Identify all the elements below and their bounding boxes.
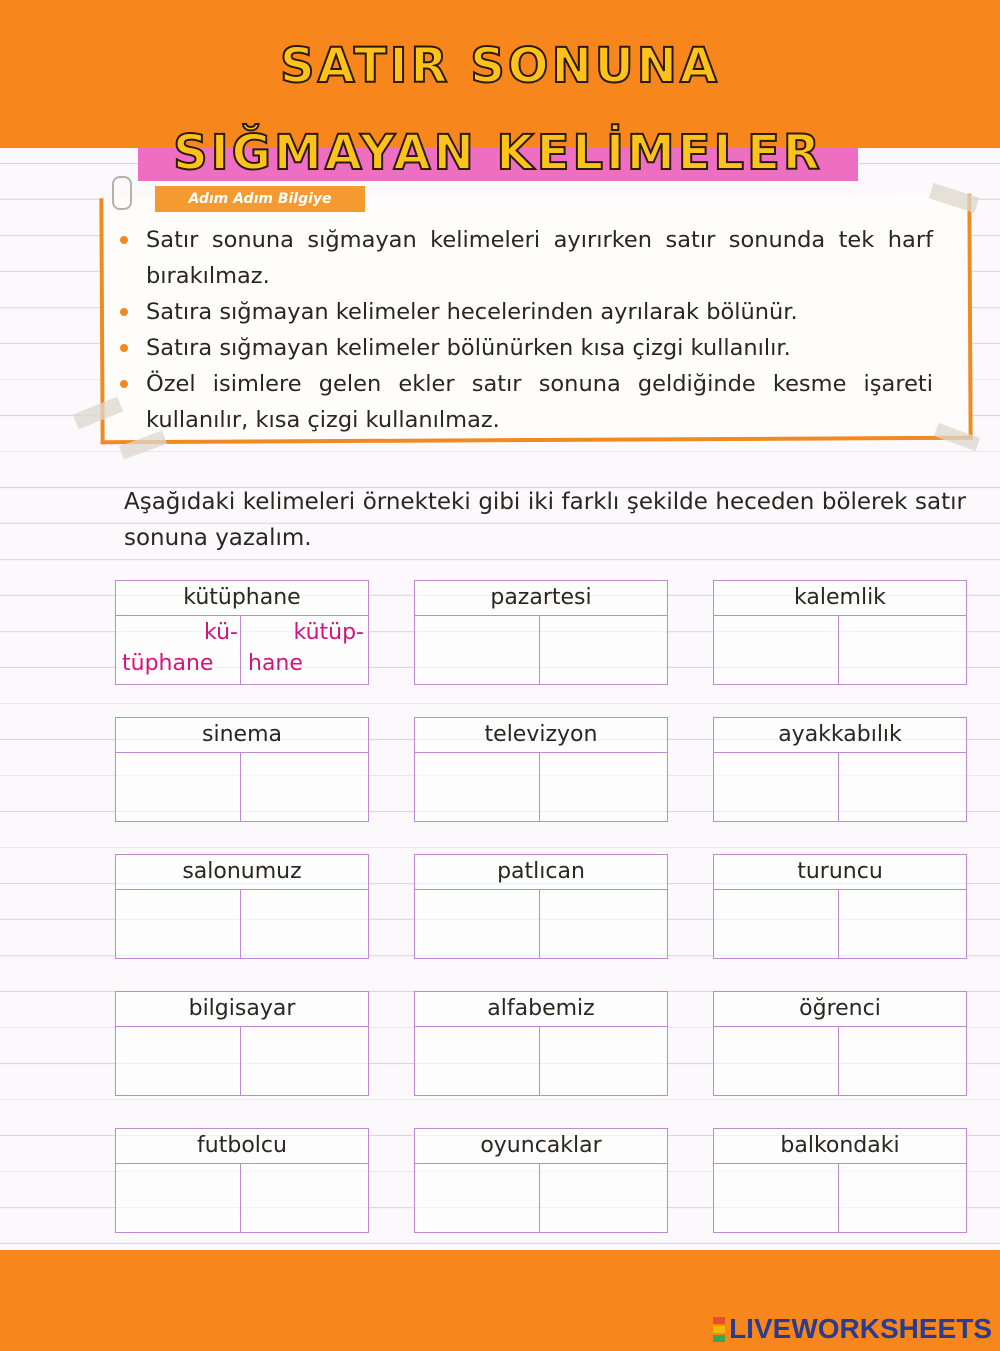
answer-field-2[interactable] [842, 617, 964, 684]
example-answer-right-line1: kütüp- [293, 620, 364, 645]
answer-divider [539, 890, 540, 958]
info-bullet: Özel isimlere gelen ekler satır sonuna geldiğinde kesme işareti kullanılır, kısa çizgi kullanılmaz. [118, 366, 933, 438]
word-label: öğrenci [714, 992, 966, 1027]
answer-divider [539, 1164, 540, 1232]
liveworksheets-watermark [713, 1312, 992, 1346]
word-label: salonumuz [116, 855, 368, 890]
word-card [414, 1128, 668, 1233]
answer-field-2[interactable] [543, 1165, 665, 1232]
liveworksheets-logo-icon [713, 1316, 725, 1343]
answer-field-2[interactable] [842, 754, 964, 821]
word-label: kalemlik [714, 581, 966, 616]
answer-field-2[interactable] [244, 754, 366, 821]
answer-field-2[interactable] [842, 891, 964, 958]
title-line-1: SATIR SONUNA [279, 38, 721, 94]
answer-field-2[interactable] [543, 1028, 665, 1095]
answer-divider [240, 616, 241, 684]
answer-field-1[interactable] [716, 617, 838, 684]
answer-field-2[interactable] [244, 1028, 366, 1095]
answer-field-1[interactable] [716, 1165, 838, 1232]
word-label: turuncu [714, 855, 966, 890]
info-bullet-list [118, 222, 933, 438]
answer-field-1[interactable] [417, 754, 539, 821]
word-card [414, 580, 668, 685]
logo-bar [713, 1326, 725, 1333]
logo-bar [713, 1317, 725, 1324]
answer-field-1[interactable] [118, 891, 240, 958]
answer-field-1[interactable] [118, 617, 240, 684]
logo-bar [713, 1335, 725, 1342]
answer-field-1[interactable] [716, 891, 838, 958]
answer-field-1[interactable] [417, 1028, 539, 1095]
answer-field-2[interactable] [842, 1165, 964, 1232]
answer-field-1[interactable] [716, 1028, 838, 1095]
word-card [115, 717, 369, 822]
answer-field-2[interactable] [842, 1028, 964, 1095]
word-label: balkondaki [714, 1129, 966, 1164]
word-card [713, 580, 967, 685]
word-card-kutuphane [115, 580, 369, 685]
word-label: pazartesi [415, 581, 667, 616]
answer-divider [838, 753, 839, 821]
word-label: sinema [116, 718, 368, 753]
answer-divider [838, 890, 839, 958]
word-card [713, 854, 967, 959]
info-bullet: Satıra sığmayan kelimeler hecelerinden ayrılarak bölünür. [118, 294, 933, 330]
answer-divider [539, 753, 540, 821]
example-answer-right-line2: hane [248, 651, 303, 676]
answer-field-1[interactable] [417, 891, 539, 958]
answer-divider [838, 1164, 839, 1232]
answer-field-2[interactable] [244, 891, 366, 958]
answer-divider [240, 1164, 241, 1232]
answer-field-1[interactable] [118, 1165, 240, 1232]
info-bullet: Satır sonuna sığmayan kelimeleri ayırırken satır sonunda tek harf bırakılmaz. [118, 222, 933, 294]
answer-field-1[interactable] [417, 1165, 539, 1232]
word-card [115, 991, 369, 1096]
answer-divider [539, 1027, 540, 1095]
example-answer-left-line1: kü- [204, 620, 238, 645]
answer-field-2[interactable] [543, 891, 665, 958]
title-line-2: SIĞMAYAN KELİMELER [173, 125, 823, 181]
word-card [115, 1128, 369, 1233]
title-line-2-wrap [138, 125, 858, 181]
answer-field-1[interactable] [118, 754, 240, 821]
word-label: patlıcan [415, 855, 667, 890]
answer-field-2[interactable] [244, 1165, 366, 1232]
word-label: futbolcu [116, 1129, 368, 1164]
word-card [713, 717, 967, 822]
answer-field-1[interactable] [716, 754, 838, 821]
word-label: bilgisayar [116, 992, 368, 1027]
answer-divider [240, 1027, 241, 1095]
word-card [414, 991, 668, 1096]
answer-field-2[interactable] [543, 754, 665, 821]
word-label: alfabemiz [415, 992, 667, 1027]
answer-divider [838, 1027, 839, 1095]
info-tab-label: Adım Adım Bilgiye [155, 186, 365, 212]
word-label: kütüphane [116, 581, 368, 616]
answer-field-2[interactable] [244, 617, 366, 684]
word-card [414, 717, 668, 822]
word-card [414, 854, 668, 959]
answer-field-1[interactable] [118, 1028, 240, 1095]
answer-field-1[interactable] [417, 617, 539, 684]
exercise-instruction: Aşağıdaki kelimeleri örnekteki gibi iki farklı şekilde heceden bölerek satır sonuna yazalım. [124, 489, 966, 551]
answer-field-2[interactable] [543, 617, 665, 684]
answer-divider [240, 753, 241, 821]
word-label: oyuncaklar [415, 1129, 667, 1164]
word-card [713, 1128, 967, 1233]
answer-divider [240, 890, 241, 958]
word-card [713, 991, 967, 1096]
answer-divider [838, 616, 839, 684]
example-answer-left-line2: tüphane [122, 651, 214, 676]
word-label: televizyon [415, 718, 667, 753]
word-label: ayakkabılık [714, 718, 966, 753]
word-card [115, 854, 369, 959]
watermark-text: LIVEWORKSHEETS [729, 1313, 992, 1344]
paperclip-icon [112, 176, 132, 210]
info-bullet: Satıra sığmayan kelimeler bölünürken kısa çizgi kullanılır. [118, 330, 933, 366]
answer-divider [539, 616, 540, 684]
